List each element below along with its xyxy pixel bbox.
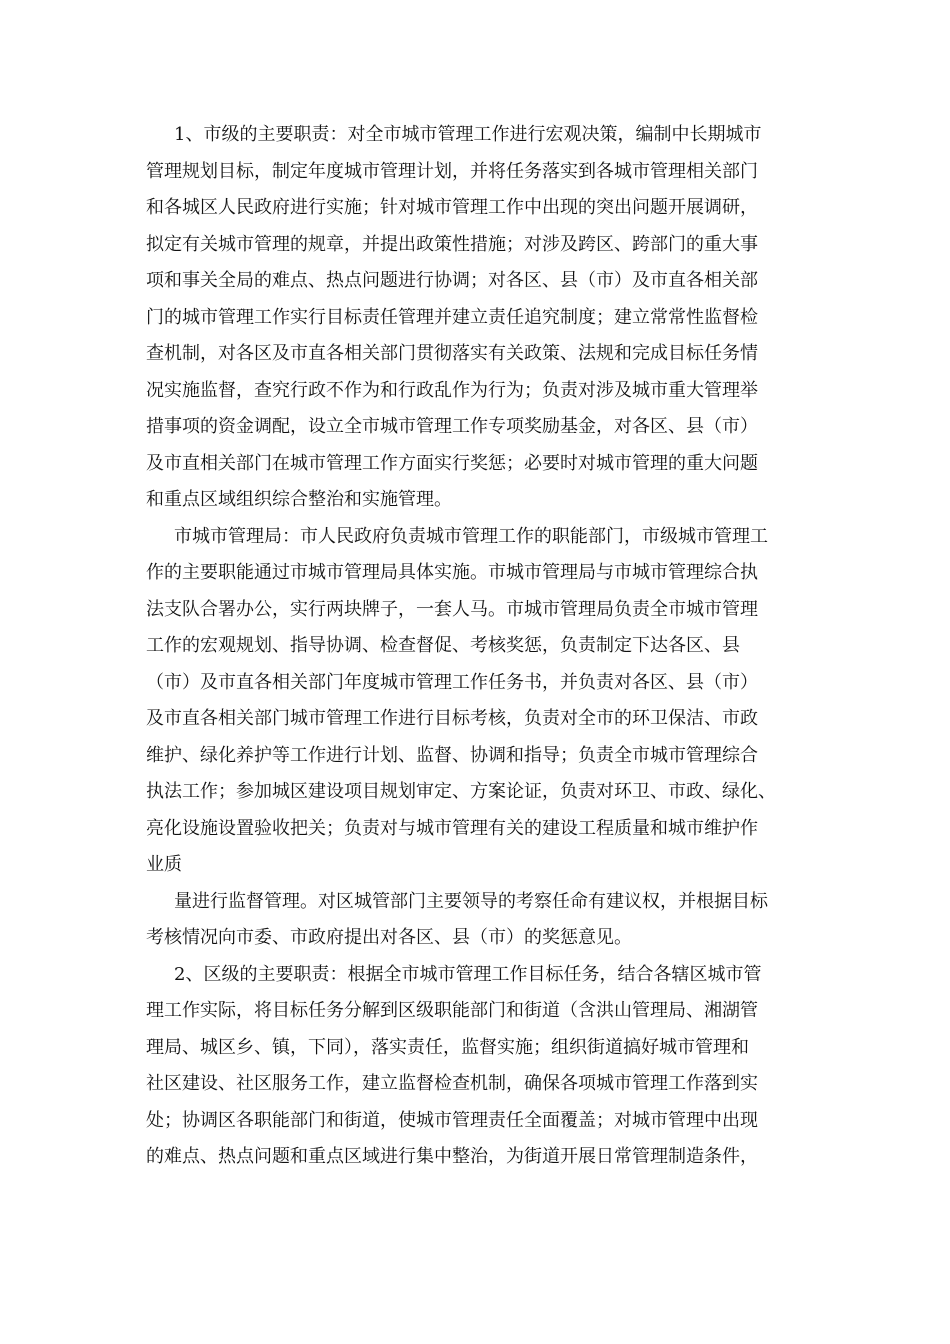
text-line: 拟定有关城市管理的规章，并提出政策性措施；对涉及跨区、跨部门的重大事 <box>146 233 758 255</box>
text-line: 考核情况向市委、市政府提出对各区、县（市）的奖惩意见。 <box>146 927 632 948</box>
text-line: 理局、城区乡、镇，下同），落实责任，监督实施；组织街道搞好城市管理和 <box>146 1036 749 1058</box>
text-line: 工作的宏观规划、指导协调、检查督促、考核奖惩，负责制定下达各区、县 <box>146 635 740 656</box>
document-body <box>146 117 806 1176</box>
text-line: 维护、绿化养护等工作进行计划、监督、协调和指导；负责全市城市管理综合 <box>146 744 758 766</box>
text-line: 法支队合署办公，实行两块牌子，一套人马。市城市管理局负责全市城市管理 <box>146 598 758 620</box>
text-line: 业质 <box>146 854 182 875</box>
paragraph-district-level-duties <box>146 957 806 1176</box>
text-line: 及市直相关部门在城市管理工作方面实行奖惩；必要时对城市管理的重大问题 <box>146 452 758 474</box>
paragraph-quality-supervision <box>146 884 806 957</box>
text-line: 及市直各相关部门城市管理工作进行目标考核，负责对全市的环卫保洁、市政 <box>146 708 758 729</box>
text-line: 况实施监督，查究行政不作为和行政乱作为行为；负责对涉及城市重大管理举 <box>146 379 758 401</box>
text-line: 的难点、热点问题和重点区域进行集中整治，为街道开展日常管理制造条件， <box>146 1146 758 1167</box>
paragraph-city-management-bureau <box>146 519 806 884</box>
text-line: 处；协调区各职能部门和街道，使城市管理责任全面覆盖；对城市管理中出现 <box>146 1109 758 1131</box>
text-line: 管理规划目标，制定年度城市管理计划，并将任务落实到各城市管理相关部门 <box>146 160 758 182</box>
text-line: 亮化设施设置验收把关；负责对与城市管理有关的建设工程质量和城市维护作 <box>146 817 758 839</box>
text-line: 量进行监督管理。对区城管部门主要领导的考察任命有建议权，并根据目标 <box>174 890 768 912</box>
text-line: 和各城区人民政府进行实施；针对城市管理工作中出现的突出问题开展调研， <box>146 197 758 218</box>
text-line: 措事项的资金调配，设立全市城市管理工作专项奖励基金，对各区、县（市） <box>146 416 758 437</box>
text-line: 和重点区域组织综合整治和实施管理。 <box>146 489 452 510</box>
text-line: 门的城市管理工作实行目标责任管理并建立责任追究制度；建立常常性监督检 <box>146 306 758 328</box>
text-line: 查机制，对各区及市直各相关部门贯彻落实有关政策、法规和完成目标任务情 <box>146 343 758 364</box>
text-line: 项和事关全局的难点、热点问题进行协调；对各区、县（市）及市直各相关部 <box>146 270 758 291</box>
text-line: 市城市管理局：市人民政府负责城市管理工作的职能部门，市级城市管理工 <box>174 525 768 547</box>
paragraph-city-level-duties <box>146 117 806 519</box>
text-line: 作的主要职能通过市城市管理局具体实施。市城市管理局与市城市管理综合执 <box>146 562 758 583</box>
text-line: 社区建设、社区服务工作，建立监督检查机制，确保各项城市管理工作落到实 <box>146 1073 758 1094</box>
text-line: 理工作实际，将目标任务分解到区级职能部门和街道（含洪山管理局、湘湖管 <box>146 1000 758 1021</box>
text-line: 1、市级的主要职责：对全市城市管理工作进行宏观决策，编制中长期城市 <box>174 124 762 145</box>
text-line: 2、区级的主要职责：根据全市城市管理工作目标任务，结合各辖区城市管 <box>174 963 762 985</box>
text-line: 执法工作；参加城区建设项目规划审定、方案论证，负责对环卫、市政、绿化、 <box>146 781 776 802</box>
text-line: （市）及市直各相关部门年度城市管理工作任务书，并负责对各区、县（市） <box>146 671 758 693</box>
